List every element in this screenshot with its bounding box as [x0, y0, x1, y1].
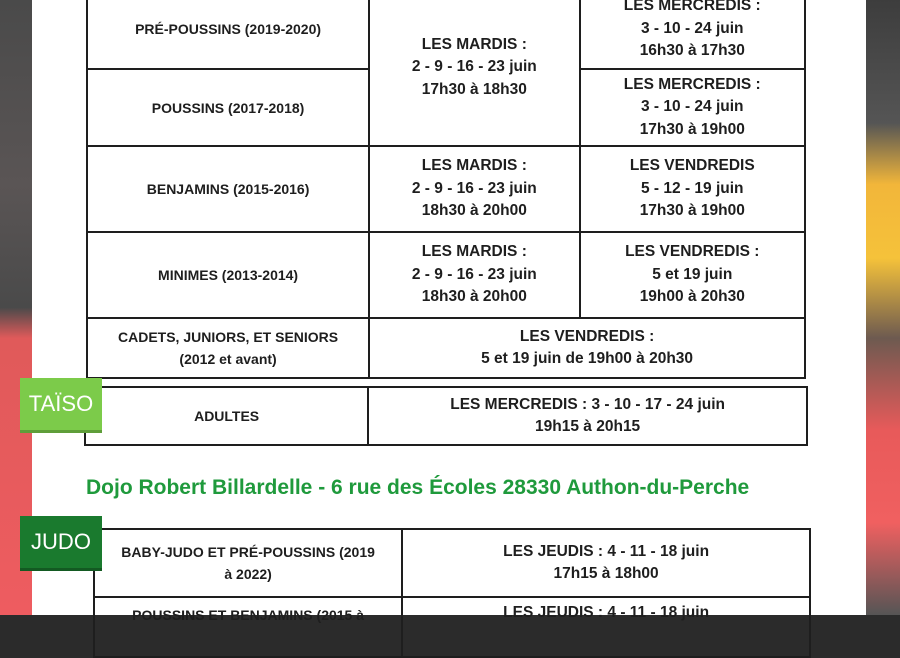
- table-row: [87, 146, 805, 232]
- schedule-cell: LES JEUDIS : 4 - 11 - 18 juin: [402, 597, 810, 657]
- taiso-table: [84, 386, 808, 446]
- judo-table: [93, 528, 811, 658]
- category-cell: BABY-JUDO ET PRÉ-POUSSINS (2019 à 2022): [94, 529, 402, 597]
- schedule-cell: LES VENDREDIS 5 - 12 - 19 juin 17h30 à 19h00: [580, 146, 805, 232]
- category-cell: MINIMES (2013-2014): [87, 232, 369, 318]
- category-cell: CADETS, JUNIORS, ET SENIORS (2012 et avant): [87, 318, 369, 378]
- table-row: [94, 597, 810, 657]
- schedule-cell: LES MERCREDIS : 3 - 10 - 24 juin 16h30 à 17h30: [580, 0, 805, 69]
- kids-schedule-table: [86, 0, 806, 379]
- category-cell: ADULTES: [85, 387, 368, 445]
- schedule-cell: LES MARDIS : 2 - 9 - 16 - 23 juin 18h30 à 20h00: [369, 146, 579, 232]
- table-row: [87, 318, 805, 378]
- table-row: [85, 387, 807, 445]
- schedule-cell: LES MARDIS : 2 - 9 - 16 - 23 juin 17h30 à 18h30: [369, 0, 579, 146]
- category-cell: POUSSINS ET BENJAMINS (2015 à: [94, 597, 402, 657]
- venue-address: Dojo Robert Billardelle - 6 rue des Écoles 28330 Authon-du-Perche: [86, 476, 750, 499]
- category-cell: POUSSINS (2017-2018): [87, 69, 369, 146]
- schedule-cell: LES MARDIS : 2 - 9 - 16 - 23 juin 18h30 à 20h00: [369, 232, 579, 318]
- schedule-cell: LES MERCREDIS : 3 - 10 - 17 - 24 juin 19h15 à 20h15: [368, 387, 807, 445]
- category-cell: BENJAMINS (2015-2016): [87, 146, 369, 232]
- taiso-tag: TAÏSO: [20, 378, 102, 430]
- background-right: [866, 0, 900, 615]
- schedule-cell: LES VENDREDIS : 5 et 19 juin de 19h00 à 20h30: [369, 318, 805, 378]
- schedule-cell: LES VENDREDIS : 5 et 19 juin 19h00 à 20h30: [580, 232, 805, 318]
- table-row: [87, 0, 805, 69]
- schedule-cell: LES MERCREDIS : 3 - 10 - 24 juin 17h30 à 19h00: [580, 69, 805, 146]
- judo-tag: JUDO: [20, 516, 102, 568]
- table-row: [87, 232, 805, 318]
- table-row: [94, 529, 810, 597]
- category-cell: PRÉ-POUSSINS (2019-2020): [87, 0, 369, 69]
- schedule-cell: LES JEUDIS : 4 - 11 - 18 juin 17h15 à 18h00: [402, 529, 810, 597]
